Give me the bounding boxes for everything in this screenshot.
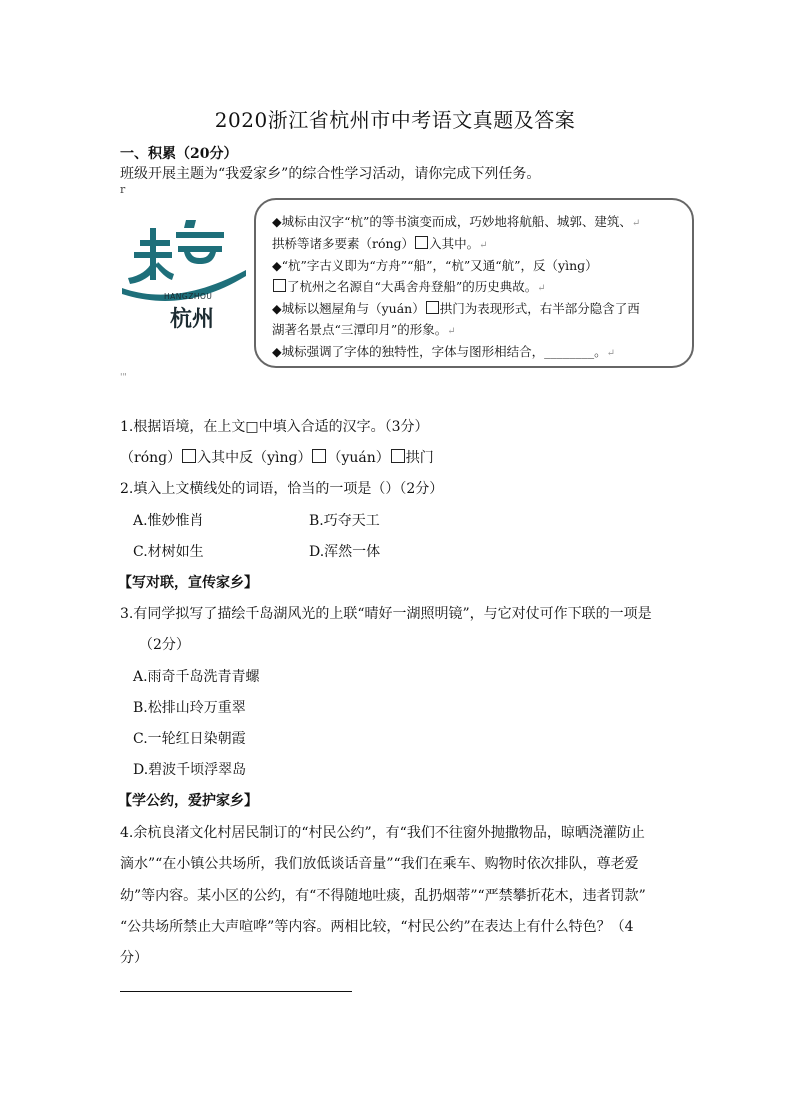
question-1-blanks: （rónɡ） 入其中反（yìnɡ） （yuán） 拱门 bbox=[120, 450, 434, 466]
logo-latin-text: HANGZHOU bbox=[164, 292, 213, 301]
question-4-line: “公共场所禁止大声喧哗”等内容。两相比较，“村民公约”在表达上有什么特色？（4 bbox=[120, 919, 634, 935]
box-line-3: ◆“杭”字古义即为“方舟”“船”，“杭”又通“航”，反（yìnɡ） bbox=[272, 258, 598, 273]
return-mark: ↵ bbox=[631, 218, 641, 229]
box-line-7: ◆城标强调了字体的独特性，字体与图形相结合，________。↵ bbox=[272, 344, 616, 359]
question-4-line: 分） bbox=[120, 950, 148, 966]
blank-square-icon bbox=[182, 449, 196, 463]
box-line-6: 湖著名景点“三潭印月”的形象。↵ bbox=[272, 322, 456, 337]
logo-chinese-text: 杭州 bbox=[170, 306, 215, 332]
question-3-points: （2分） bbox=[139, 637, 190, 653]
box-line-2: 拱桥等诸多要素（rónɡ） 入其中。↵ bbox=[272, 236, 488, 251]
q2-option-d: D.浑然一体 bbox=[309, 544, 381, 560]
intro-text: 班级开展主题为“我爱家乡”的综合性学习活动，请你完成下列任务。 bbox=[120, 166, 541, 182]
q2-option-c: C.材树如生 bbox=[133, 544, 204, 560]
q3-option-d: D.碧波千顷浮翠岛 bbox=[133, 762, 247, 778]
answer-line bbox=[120, 991, 352, 992]
page-title: 2020浙江省杭州市中考语文真题及答案 bbox=[214, 108, 576, 132]
box-line-1: ◆城标由汉字“杭”的等书演变而成，巧妙地将航船、城郭、建筑、↵ bbox=[272, 214, 641, 229]
small-mark: '" bbox=[120, 373, 127, 383]
section-heading-convention: 【学公约，爱护家乡】 bbox=[118, 793, 258, 809]
blank-square-icon bbox=[273, 279, 286, 292]
question-2: 2.填入上文横线处的词语，恰当的一项是（）（2分） bbox=[120, 481, 444, 497]
section-heading-couplet: 【写对联，宣传家乡】 bbox=[118, 575, 258, 591]
hangzhou-city-logo bbox=[120, 218, 248, 333]
q2-option-b: B.巧夺天工 bbox=[309, 513, 380, 529]
section-heading-accumulation: 一、积累（20分） bbox=[120, 146, 238, 162]
question-4-line: 幼”等内容。某小区的公约，有“不得随地吐痰，乱扔烟蒂”“严禁攀折花木，违者罚款” bbox=[120, 888, 646, 904]
box-line-5: ◆城标以翘屋角与（yuán） 拱门为表现形式，右半部分隐含了西 bbox=[272, 301, 640, 316]
blank-square-icon bbox=[391, 449, 405, 463]
box-line-4: 了杭州之名源自“大禹舍舟登船”的历史典故。↵ bbox=[272, 277, 546, 295]
question-1: 1.根据语境，在上文□中填入合适的汉字。（3分） bbox=[120, 419, 429, 435]
blank-square-icon bbox=[415, 236, 428, 249]
q3-option-b: B.松排山玲万重翠 bbox=[133, 700, 246, 716]
blank-square-icon bbox=[312, 449, 326, 463]
q3-option-a: A.雨奇千岛洗青青螺 bbox=[133, 669, 260, 685]
blank-square-icon bbox=[426, 301, 439, 314]
question-4-line: 4.余杭良渚文化村居民制订的“村民公约”，有“我们不往窗外抛撒物品，晾晒浇灌防止 bbox=[120, 825, 645, 841]
q2-option-a: A.惟妙惟肖 bbox=[133, 513, 204, 529]
corner-mark: r bbox=[120, 183, 126, 196]
question-4-line: 滴水”“在小镇公共场所，我们放低谈话音量”“我们在乘车、购物时依次排队，尊老爱 bbox=[120, 856, 639, 872]
question-3: 3.有同学拟写了描绘千岛湖风光的上联“晴好一湖照明镜”，与它对仗可作下联的一项是 bbox=[120, 606, 652, 622]
q3-option-c: C.一轮红日染朝霞 bbox=[133, 731, 246, 747]
answer-blank: ________ bbox=[544, 344, 595, 359]
